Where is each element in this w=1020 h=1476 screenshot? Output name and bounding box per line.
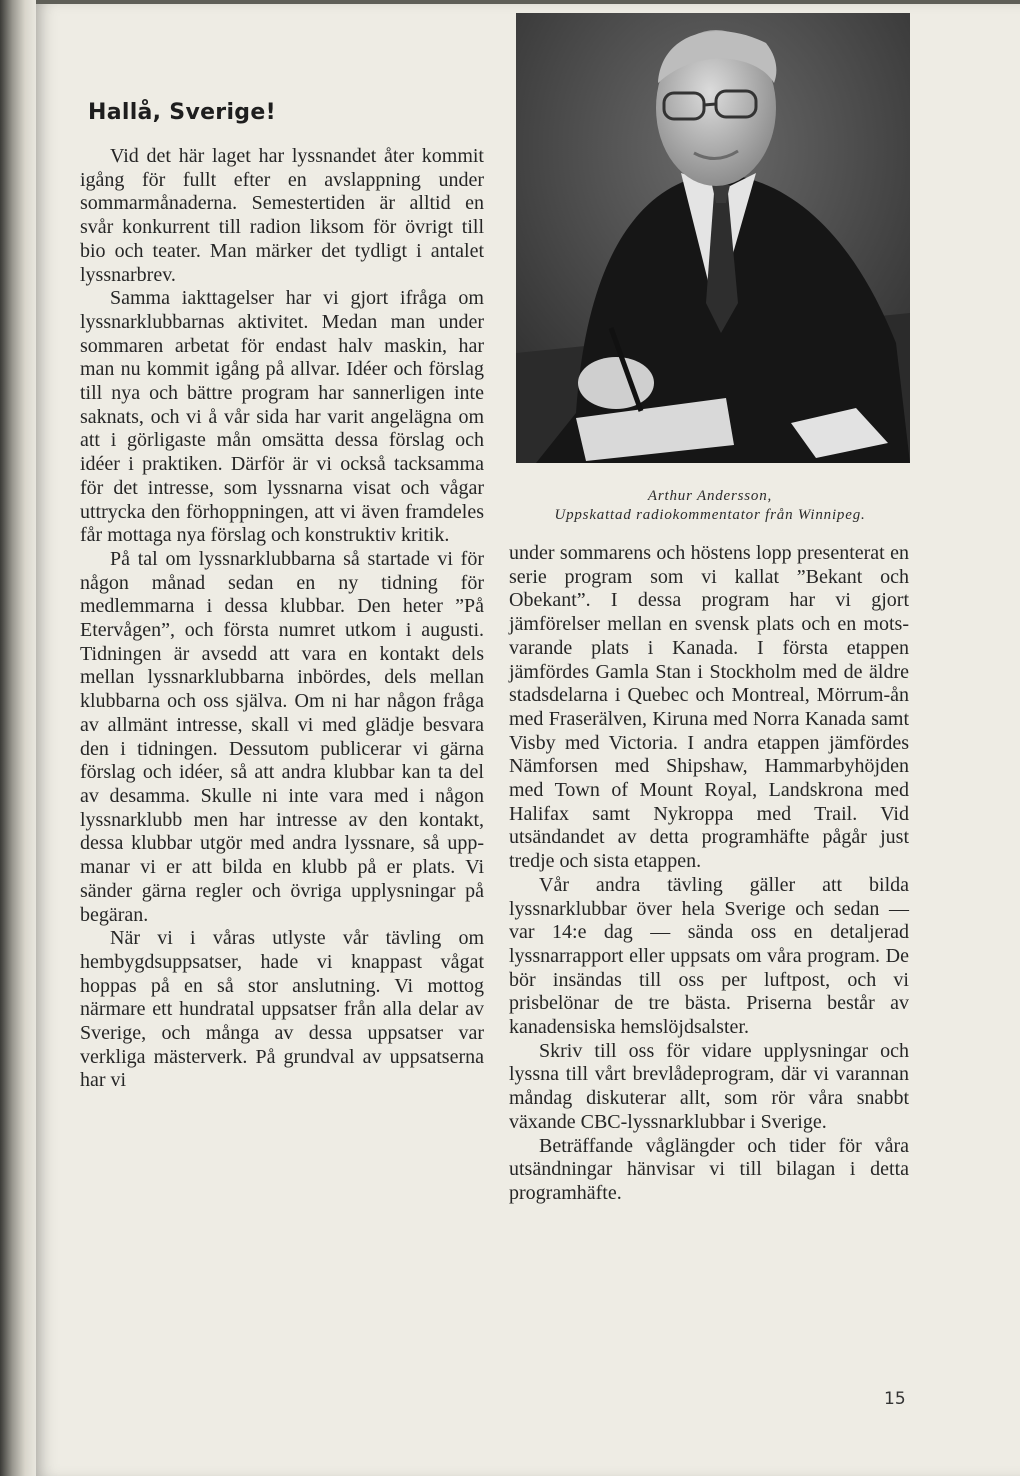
paragraph: Skriv till oss för vidare upplysningar och lyssna till vårt brevlådeprogram, där vi varannan måndag diskuterar allt, som rör våra snabbt växande CBC-lyssnarklubbar i Sverige. — [509, 1039, 909, 1133]
paragraph: Vår andra tävling gäller att bilda lyssnarklubbar över hela Sverige och sedan — var 14:e dag — sända oss en detaljerad lyssnarrapport eller uppsats om våra program. De bör insändas till oss per luftpost, och vi prisbelönar de tre bästa. Priserna består av kanadensiska hemslöjdsalster. — [509, 873, 909, 1039]
paragraph: När vi i våras utlyste vår tävling om hembygdsuppsatser, hade vi knappast vågat hoppas på en så stor anslutning. Vi mottog närmare ett hundratal uppsatser från alla delar av Sverige, och många av dessa uppsatser var verkliga mästerverk. På grundval av uppsatserna har vi — [80, 927, 484, 1092]
portrait-photo — [516, 13, 910, 463]
paragraph: Vid det här laget har lyssnandet åter kommit igång för fullt efter en avslappning under sommarmånaderna. Semestertiden är alltid en svår konkurrent till radion liksom för övrigt till bio och teater. Man märker det tydligt i antalet lyssnarbrev. — [80, 145, 484, 286]
article-heading: Hallå, Sverige! — [88, 100, 276, 125]
page-number: 15 — [884, 1389, 906, 1409]
left-text-column — [80, 145, 484, 1093]
paragraph: under sommarens och höstens lopp presenterat en serie program som vi kallat ”Bekant och Obekant”. I dessa program har vi gjort jämförelser mellan en svensk plats och en motsvarande plats i Kanada. I första etappen jämfördes Gamla Stan i Stockholm med de äldre stadsdelarna i Quebec och Montreal, Mörrum-ån med Fraserälven, Kiruna med Norra Kanada samt Visby med Victoria. I andra etappen jämfördes Nämforsen med Shipshaw, Hammarbyhöjden med Town of Mount Royal, Landskrona med Halifax samt Nykroppa med Trail. Vid utsändandet av detta programhäfte pågår just tredje och sista etappen. — [509, 542, 909, 873]
book-spine — [0, 0, 36, 1476]
caption-description: Uppskattad radiokommentator från Winnipeg. — [554, 507, 866, 523]
paragraph: Beträffande våglängder och tider för våra utsändningar hänvisar vi till bilagan i detta programhäfte. — [509, 1134, 909, 1204]
paragraph: Samma iakttagelser har vi gjort ifråga om lyssnarklubbarnas aktivitet. Medan man under sommaren arbetat för endast halv maskin, har man nu kommit igång på allvar. Idéer och förslag till nya och bättre program har sannerligen inte saknats, och vi å vår sida har varit angelägna om att i görligaste mån omsätta dessa förslag och idéer i praktiken. Därför är vi också tacksamma för det intresse, som lyssnarna visat och vågar uttrycka den förhoppningen, att vi även framdeles får mottaga nya förslag och konstruktiv kritik. — [80, 287, 484, 547]
caption-name: Arthur Andersson, — [647, 488, 773, 504]
paragraph: På tal om lyssnarklubbarna så startade vi för någon månad sedan en ny tidning för medlemmarna i dessa klubbar. Den heter ”På Etervågen”, och första numret utkom i augusti. Tidningen är avsedd att vara en kontakt dels mellan lyssnarklubbarna inbördes, dels mellan klubbarna och oss själva. Om ni har någon fråga av allmänt intresse, skall vi med glädje besvara den i tidningen. Dessutom publicerar vi gärna förslag och idéer, så att andra klubbar kan ta del av desamma. Skulle ni inte vara med i någon lyssnarklubb men har intresse av den kontakt, dessa klubbar utgör med andra lyssnare, så uppmanar vi er att bilda en klubb på er plats. Vi sänder gärna regler och övriga upplysningar på begäran. — [80, 547, 484, 926]
right-text-column — [509, 542, 909, 1206]
photo-caption — [500, 487, 920, 525]
